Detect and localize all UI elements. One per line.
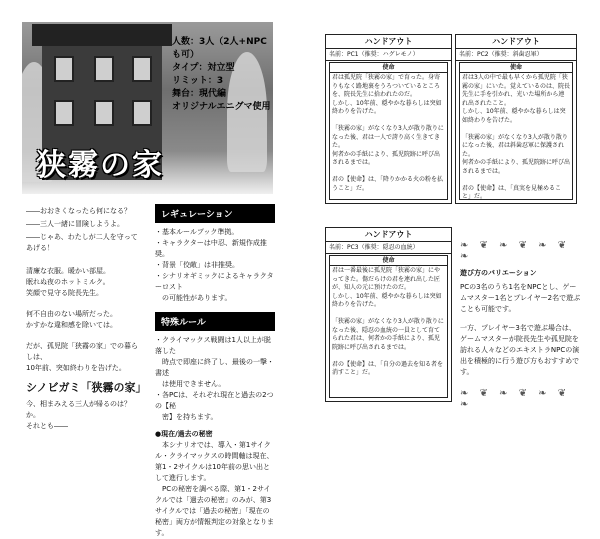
- secret-body: 本シナリオでは、導入・第1サイクル・クライマックスの時間軸は現在、第1・2サイクルは10年前の思い出として進行します。 PCの秘密を調べる際、第1・2サイクルでは「過去の秘密」のみが、第3サイクルでは「過去の秘密」「現在の秘密」両方が情報判定の対象となります。: [155, 441, 274, 537]
- ornament-divider: ❧ ❦ ❧ ❦ ❧ ❦ ❧: [460, 388, 571, 410]
- lore-paragraph: 清廉な衣服。暖かい部屋。 眠れぬ夜のホットミルク。 笑顔で見守る院長先生。: [26, 267, 110, 297]
- handout-text: 君は一番最後に孤児院「狭霧の家」にやってきた。傷だらけの君を連れ出した匠が、知人の元に預けたのだ。 しかし、10年前、穏やかな暮らしは突如終わりを告げた。 「狭霧の家」がなくなり3人が散り散りになった後、隠忍の血統の一員として育てられた君は、何者かの手紙により、孤児院跡に呼び出されるまでは。 君の【使命】は、「自分の過去を知る者を消すこと」だ。: [332, 267, 444, 376]
- ornament-divider: ❧ ❦ ❧ ❦ ❧ ❦ ❧: [460, 240, 571, 262]
- cover-title: 狭霧の家: [36, 148, 164, 183]
- handout-pc2: [455, 34, 577, 204]
- variation-paragraph: 一方、プレイヤー3名で遊ぶ場合は、ゲームマスターが院長先生や孤児院を訪れる人々などのエキストラNPCの演出を積極的に行う遊び方もおすすめです。: [460, 324, 580, 376]
- info-enigma: オリジナルエニグマ使用: [172, 102, 271, 112]
- regulation-item: ・キャラクターは中忍、新規作成推奨。: [155, 239, 267, 258]
- handout-pc3: [325, 227, 452, 402]
- secret-heading: ●現在/過去の秘密: [155, 430, 213, 438]
- regulation-heading: レギュレーション: [155, 204, 275, 223]
- handout-title: ハンドアウト: [456, 35, 576, 49]
- special-rule-item: 時点で即座に終了し、最後の一撃・書述: [155, 358, 274, 377]
- handout-body: [329, 62, 448, 200]
- lore-quote: ――おおきくなったら何になる？: [26, 207, 131, 215]
- info-setting: 舞台：現代編: [172, 89, 227, 99]
- special-rule-item: は使用できません。: [155, 380, 226, 388]
- lore-paragraph: 何不自由のない場所だった。 かすかな違和感を除いては。: [26, 310, 117, 329]
- variation-paragraph: PCの3名のうち1名をNPCとし、ゲームマスター1名とプレイヤー2名で遊ぶことも可能です。: [460, 283, 581, 313]
- mission-heading: 使命: [330, 63, 447, 73]
- cover-image: [22, 22, 273, 194]
- rules-column: [155, 204, 275, 539]
- lore-quote: ――じゃあ、わたしが二人を守ってあげる！: [26, 233, 138, 252]
- variation-heading: 遊び方のバリエーション: [460, 269, 537, 277]
- handout-name: 名前：PC2（推奨：斜歯忍軍）: [456, 49, 576, 61]
- regulation-item: ・シナリオギミックによるキャラクターロスト: [155, 272, 274, 291]
- handout-text: 君は孤児院「狭霧の家」で育った。身寄りもなく路地裏をうろついているところを、院長先生に拾われたのだ。 しかし、10年前、穏やかな暮らしは突如終わりを告げた。 「狭霧の家」がなくなり3人が散り散りになった後、君は一人で誇り高く生きてきた。 何者かの手紙により、孤児院跡に呼び出されるまでは。 君の【使命】は、「降りかかる火の粉を払うこと」だ。: [332, 74, 444, 192]
- scenario-info: [172, 36, 272, 114]
- handout-pc1: [325, 34, 452, 204]
- mission-heading: 使命: [460, 63, 572, 73]
- mission-heading: 使命: [330, 256, 447, 266]
- handout-body: [459, 62, 573, 200]
- handout-text: 君は3人の中で最も早くから孤児院「狭霧の家」にいた。覚えているのは、院長先生に手を引かれ、光いた場所から連れ出されたこと。 しかし、10年前、穏やかな暮らしは突如終わりを告げた。 「狭霧の家」がなくなり3人が散り散りになった後、君は斜歯忍軍に保護された。 何者かの手紙により、孤児院跡に呼び出されるまでは。 君の【使命】は、「真実を見極めること」だ。: [462, 74, 571, 200]
- info-limit: リミット：3: [172, 76, 224, 86]
- lore-subtitle: シノビガミ「狭霧の家」: [26, 381, 147, 394]
- special-rules-heading: 特殊ルール: [155, 312, 275, 331]
- handout-name: 名前：PC3（推奨：隠忍の血統）: [326, 242, 451, 254]
- lore-quote: ――三人一緒に冒険しようよ。: [26, 220, 124, 228]
- regulation-item: ・基本ルールブック準拠。: [155, 228, 239, 236]
- regulation-item: ・背景「佼敵」は非推奨。: [155, 261, 239, 269]
- handout-body: [329, 255, 448, 398]
- variation-column: [460, 240, 582, 410]
- lore-paragraph: だが、孤児院「狭霧の家」での暮らしは、 10年前、突如終わりを告げた。: [26, 342, 138, 372]
- info-type: タイプ：対立型: [172, 63, 235, 73]
- info-players: 人数：3人（2人+NPCも可）: [172, 37, 267, 60]
- lore-paragraph: 今、相まみえる三人が帰るのは？か。 それとも――: [26, 400, 131, 430]
- special-rule-item: ・各PCは、それぞれ現在と過去の2つの【秘: [155, 391, 274, 410]
- special-rules-list: [155, 335, 275, 423]
- handout-title: ハンドアウト: [326, 228, 451, 242]
- special-rule-item: 密】を持ちます。: [155, 413, 218, 421]
- regulation-list: [155, 227, 275, 304]
- handout-title: ハンドアウト: [326, 35, 451, 49]
- special-rule-item: ・クライマックス戦闘は1人以上が脱落した: [155, 336, 271, 355]
- lore-column: [26, 206, 147, 432]
- handout-name: 名前：PC1（推奨：ハグレモノ）: [326, 49, 451, 61]
- regulation-item: の可能性があります。: [155, 294, 232, 302]
